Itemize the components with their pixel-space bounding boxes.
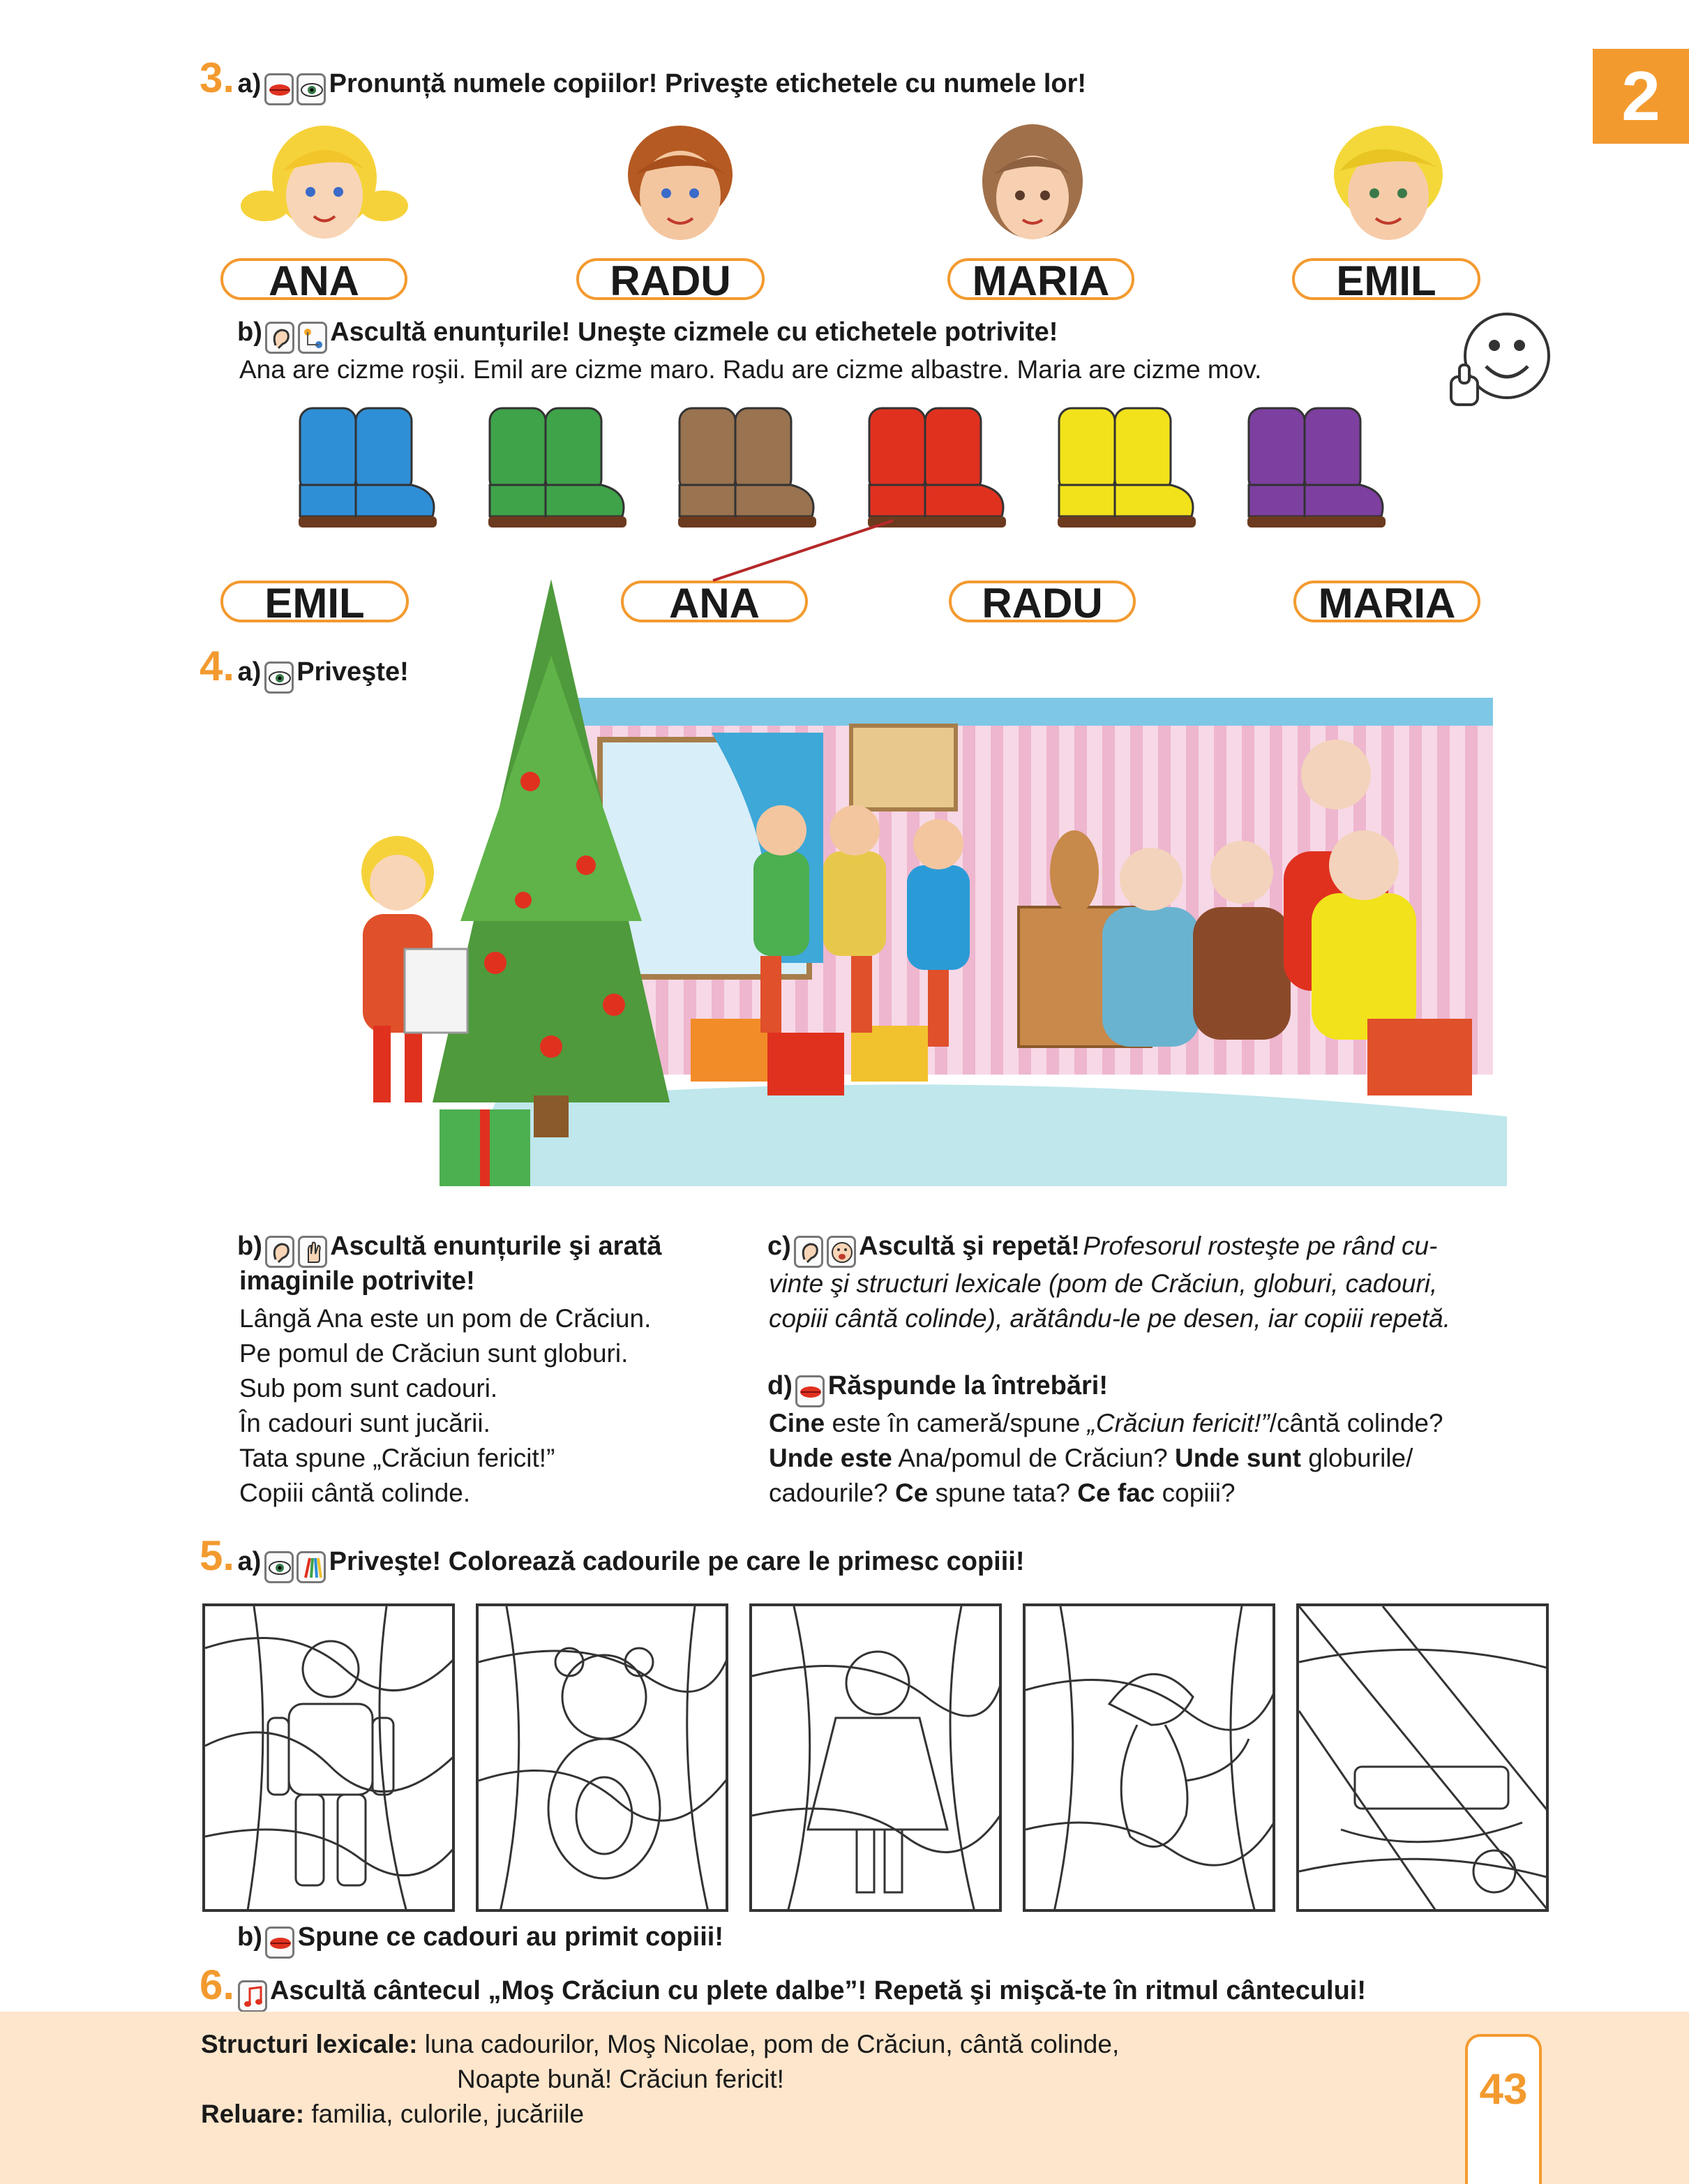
- footer-struct-line1: luna cadourilor, Moş Nicolae, pom de Crăciun, cântă colinde,: [424, 2030, 1120, 2058]
- ex4-number: 4.: [200, 643, 235, 689]
- q-text: este în cameră/spune: [825, 1409, 1088, 1437]
- ex4c-text-line2: vinte şi structuri lexicale (pom de Crăciun, globuri, cadouri,: [769, 1269, 1438, 1298]
- ex3-header: [200, 54, 1087, 105]
- ex4d-question-line1: [769, 1406, 1443, 1441]
- q-word: Cine: [769, 1409, 825, 1437]
- q-text: cadourile?: [769, 1479, 896, 1507]
- pointing-hand-icon: [298, 1236, 327, 1268]
- christmas-scene-illustration: [321, 572, 1521, 1186]
- ex3a-label: a): [237, 69, 262, 98]
- footer-reluare: [201, 2097, 584, 2132]
- speaking-face-icon: [827, 1236, 856, 1268]
- blue-boots-icon: [299, 408, 437, 528]
- children-portraits: [209, 115, 1605, 258]
- connect-icon: [298, 322, 327, 354]
- ex4c-text-line1: Profesorul rosteşte pe rând cu-: [1083, 1232, 1438, 1260]
- ex4b-line: Lângă Ana este un pom de Crăciun.: [239, 1304, 652, 1333]
- ex4b-line: Tata spune „Crăciun fericit!”: [239, 1444, 555, 1472]
- q-text: globurile/: [1300, 1444, 1413, 1472]
- coloring-robot[interactable]: [202, 1603, 455, 1912]
- mouth-icon: [795, 1375, 825, 1407]
- coloring-doll[interactable]: [749, 1603, 1002, 1912]
- brown-boots-icon: [678, 408, 816, 528]
- name-label2-radu: RADU: [949, 581, 1136, 622]
- ex3b-label: b): [237, 317, 262, 347]
- ear-icon: [265, 1236, 294, 1268]
- ex5a-label: a): [237, 1547, 262, 1576]
- ex3b-header: [237, 317, 1058, 354]
- footer-reluare-text: familia, culorile, jucăriile: [311, 2100, 585, 2128]
- ex4d-label: d): [767, 1371, 793, 1400]
- ex5b-label: b): [237, 1922, 262, 1952]
- ex3b-sentences: Ana are cizme roşii. Emil are cizme maro. Radu are cizme albastre. Maria are cizme mov.: [239, 355, 1262, 384]
- ex3b-instruction: Ascultă enunțurile! Uneşte cizmele cu etichetele potrivite!: [330, 317, 1058, 347]
- red-boots-icon: [868, 408, 1006, 528]
- ex4c-header: [767, 1232, 1437, 1268]
- ex3-number: 3.: [200, 54, 235, 101]
- name-label-ana: ANA: [220, 258, 407, 300]
- ex6-header: [200, 1961, 1367, 2012]
- ex5b-header: [237, 1922, 723, 1959]
- chapter-tab: 2: [1593, 49, 1689, 144]
- emil-portrait: [1334, 126, 1443, 240]
- footer-reluare-label: Reluare:: [201, 2100, 305, 2128]
- radu-portrait: [628, 126, 733, 240]
- q-word: Ce: [895, 1479, 929, 1507]
- crayons-icon: [296, 1551, 326, 1583]
- coloring-dragon[interactable]: [1023, 1603, 1275, 1912]
- ex6-instruction: Ascultă cântecul „Moş Crăciun cu plete dalbe”! Repetă şi mişcă-te în ritmul cântecului!: [269, 1976, 1367, 2005]
- purple-boots-icon: [1247, 408, 1386, 528]
- q-word: Unde este: [769, 1444, 892, 1472]
- yellow-boots-icon: [1058, 408, 1196, 528]
- q-text: /cântă colinde?: [1269, 1409, 1443, 1437]
- eye-icon: [264, 1551, 294, 1583]
- ex4d-question-line3: [769, 1476, 1236, 1511]
- ex6-number: 6.: [200, 1961, 235, 2008]
- ex5b-instruction: Spune ce cadouri au primit copiii!: [297, 1922, 723, 1952]
- q-text: spune tata?: [928, 1479, 1078, 1507]
- name-label-radu: RADU: [576, 258, 765, 300]
- ex5-header: [200, 1532, 1025, 1583]
- mouth-icon: [265, 1927, 294, 1959]
- page-number: 43: [1465, 2034, 1542, 2184]
- q-text: copiii?: [1155, 1479, 1236, 1507]
- green-boots-icon: [488, 408, 626, 528]
- footer-struct-label: Structuri lexicale:: [201, 2030, 418, 2058]
- eye-icon: [296, 73, 326, 105]
- mouth-icon: [264, 73, 294, 105]
- ex4b-line: Copiii cântă colinde.: [239, 1479, 471, 1507]
- name-label2-ana: ANA: [621, 581, 808, 622]
- ex4c-text-line3: copiii cântă colinde), arătându-le pe desen, iar copiii repetă.: [769, 1304, 1450, 1333]
- name-label2-emil: EMIL: [220, 581, 409, 622]
- ex4b-line: Sub pom sunt cadouri.: [239, 1374, 498, 1403]
- ex4b-line: Pe pomul de Crăciun sunt globuri.: [239, 1339, 629, 1368]
- maria-portrait: [982, 124, 1083, 239]
- ex4a-label: a): [237, 657, 262, 687]
- ex4d-header: [767, 1371, 1108, 1407]
- ex4b-instruction-line2: imaginile potrivite!: [239, 1266, 475, 1296]
- ex4b-sentences: [239, 1301, 651, 1511]
- music-note-icon: [238, 1980, 267, 2012]
- coloring-sled[interactable]: [1296, 1603, 1549, 1912]
- eye-icon: [264, 661, 294, 694]
- ear-icon: [794, 1236, 823, 1268]
- name-label-maria: MARIA: [947, 258, 1134, 300]
- coloring-teddy-bear[interactable]: [476, 1603, 728, 1912]
- ex4b-label: b): [237, 1232, 262, 1261]
- ex4b-instruction-line1: Ascultă enunțurile şi arată: [330, 1232, 662, 1261]
- ex4b-header: [237, 1232, 661, 1268]
- q-text: Ana/pomul de Crăciun?: [892, 1444, 1176, 1472]
- q-italic: „Crăciun fericit!”: [1087, 1409, 1270, 1437]
- name-label-emil: EMIL: [1292, 258, 1480, 300]
- q-word: Unde sunt: [1175, 1444, 1301, 1472]
- ear-icon: [265, 322, 294, 354]
- ex4c-label: c): [767, 1232, 791, 1261]
- name-label2-maria: MARIA: [1293, 581, 1480, 622]
- ex4d-instruction: Răspunde la întrebări!: [827, 1371, 1108, 1400]
- ex4c-instruction: Ascultă şi repetă!: [859, 1232, 1080, 1261]
- ex4a-instruction: Priveşte!: [296, 657, 409, 687]
- ex4b-line: În cadouri sunt jucării.: [239, 1409, 490, 1437]
- ex5-number: 5.: [200, 1532, 235, 1579]
- q-word: Ce fac: [1077, 1479, 1155, 1507]
- ex5a-instruction: Priveşte! Colorează cadourile pe care le primesc copiii!: [329, 1547, 1025, 1576]
- footer-structures: [201, 2027, 1119, 2062]
- footer-struct-line2: Noapte bună! Crăciun fericit!: [457, 2065, 784, 2093]
- ex4d-question-line2: [769, 1441, 1413, 1476]
- ana-portrait: [241, 126, 408, 239]
- ex3a-instruction: Pronunță numele copiilor! Priveşte etichetele cu numele lor!: [329, 69, 1087, 98]
